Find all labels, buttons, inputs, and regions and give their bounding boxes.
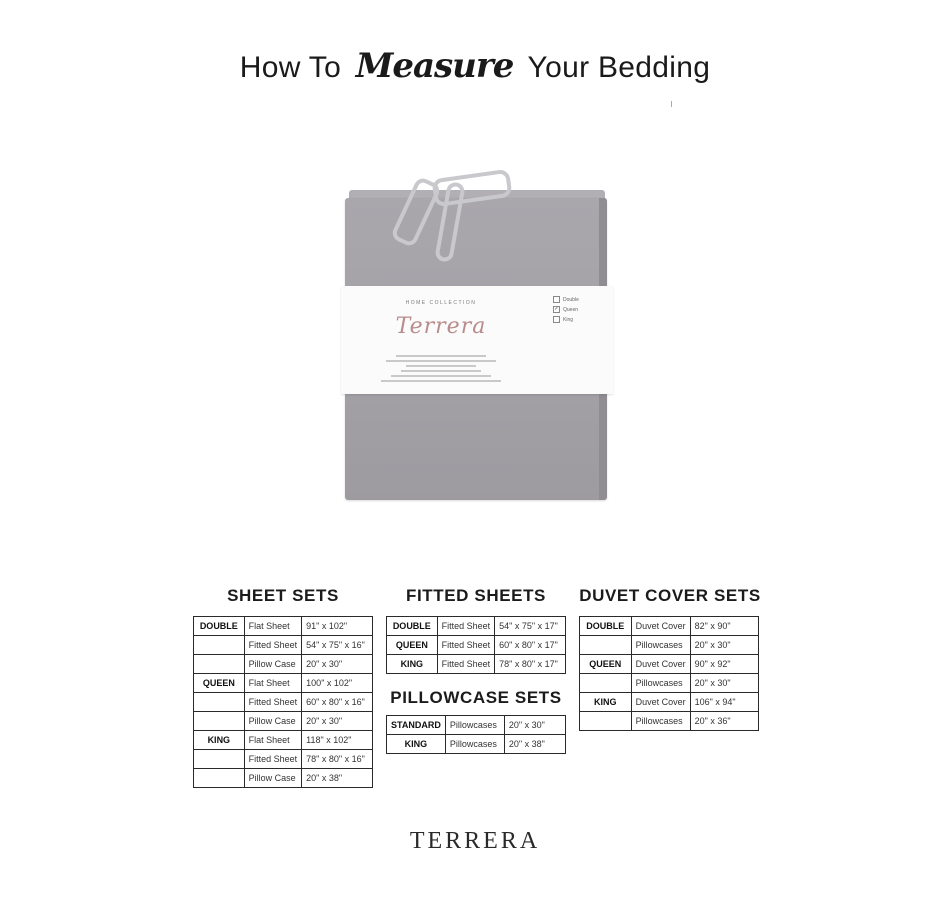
decorative-tick bbox=[671, 101, 672, 107]
duvet-cover-sets-table bbox=[579, 616, 759, 731]
dimensions-cell: 106" x 94" bbox=[690, 693, 758, 712]
size-cell: KING bbox=[580, 693, 632, 712]
size-cell: KING bbox=[387, 655, 438, 674]
item-cell: Pillow Case bbox=[244, 769, 302, 788]
table-row bbox=[387, 617, 566, 636]
size-cell bbox=[580, 674, 632, 693]
table-row bbox=[194, 693, 373, 712]
size-cell: KING bbox=[387, 735, 446, 754]
item-cell: Pillowcases bbox=[445, 716, 504, 735]
item-cell: Duvet Cover bbox=[631, 693, 690, 712]
pillowcase-sets-table bbox=[386, 715, 566, 754]
item-cell: Fitted Sheet bbox=[437, 655, 495, 674]
dimensions-cell: 20" x 30" bbox=[690, 636, 758, 655]
package-sleeve bbox=[341, 286, 613, 394]
size-cell: QUEEN bbox=[387, 636, 438, 655]
table-row bbox=[194, 636, 373, 655]
size-cell bbox=[194, 655, 245, 674]
table-row bbox=[580, 617, 759, 636]
dimensions-cell: 20" x 36" bbox=[690, 712, 758, 731]
fitted-sheets-table bbox=[386, 616, 566, 674]
size-cell: QUEEN bbox=[580, 655, 632, 674]
size-cell bbox=[194, 636, 245, 655]
dimensions-cell: 78" x 80" x 17" bbox=[495, 655, 566, 674]
product-package-image bbox=[345, 180, 607, 502]
table-row bbox=[387, 716, 566, 735]
collection-label: HOME COLLECTION bbox=[405, 300, 477, 306]
item-cell: Flat Sheet bbox=[244, 617, 302, 636]
item-cell: Pillow Case bbox=[244, 712, 302, 731]
size-cell bbox=[194, 769, 245, 788]
item-cell: Fitted Sheet bbox=[244, 750, 302, 769]
size-option: King bbox=[553, 316, 579, 323]
dimensions-cell: 54" x 75" x 16" bbox=[302, 636, 373, 655]
sheet-sets-table bbox=[193, 616, 373, 788]
dimensions-cell: 20" x 30" bbox=[504, 716, 565, 735]
size-option: ✓ Queen bbox=[554, 306, 579, 313]
fitted-sheets-title: FITTED SHEETS bbox=[405, 586, 547, 605]
table-row bbox=[194, 655, 373, 674]
item-cell: Pillowcases bbox=[445, 735, 504, 754]
size-cell: DOUBLE bbox=[194, 617, 245, 636]
item-cell: Pillowcases bbox=[631, 674, 690, 693]
dimensions-cell: 54" x 75" x 17" bbox=[495, 617, 566, 636]
dimensions-cell: 91" x 102" bbox=[302, 617, 373, 636]
item-cell: Fitted Sheet bbox=[437, 617, 495, 636]
dimensions-cell: 78" x 80" x 16" bbox=[302, 750, 373, 769]
dimensions-cell: 20" x 30" bbox=[302, 655, 373, 674]
size-cell: KING bbox=[194, 731, 245, 750]
item-cell: Pillowcases bbox=[631, 712, 690, 731]
size-cell: QUEEN bbox=[194, 674, 245, 693]
item-cell: Fitted Sheet bbox=[244, 636, 302, 655]
title-script-word: Measure bbox=[355, 46, 514, 86]
size-cell: DOUBLE bbox=[580, 617, 632, 636]
table-row bbox=[387, 735, 566, 754]
size-cell bbox=[580, 712, 632, 731]
table-row bbox=[194, 674, 373, 693]
duvet-cover-sets-title: DUVET COVER SETS bbox=[579, 586, 761, 605]
item-cell: Duvet Cover bbox=[631, 655, 690, 674]
size-option: Double bbox=[553, 296, 579, 303]
package-fine-print bbox=[381, 352, 501, 382]
checkbox-icon bbox=[553, 316, 560, 323]
title-prefix: How To bbox=[239, 51, 342, 84]
size-cell bbox=[194, 750, 245, 769]
package-brand-logo: Terrera bbox=[395, 314, 487, 339]
table-row bbox=[194, 712, 373, 731]
item-cell: Fitted Sheet bbox=[437, 636, 495, 655]
checkmark-icon: ✓ bbox=[554, 306, 559, 312]
table-row bbox=[387, 655, 566, 674]
page-title bbox=[0, 46, 950, 86]
dimensions-cell: 20" x 38" bbox=[504, 735, 565, 754]
table-row bbox=[580, 674, 759, 693]
table-row bbox=[580, 655, 759, 674]
item-cell: Flat Sheet bbox=[244, 731, 302, 750]
table-row bbox=[580, 712, 759, 731]
pillowcase-sets-title: PILLOWCASE SETS bbox=[390, 688, 562, 707]
size-cell: DOUBLE bbox=[387, 617, 438, 636]
table-row bbox=[194, 750, 373, 769]
table-row bbox=[580, 693, 759, 712]
table-row bbox=[194, 731, 373, 750]
dimensions-cell: 20" x 30" bbox=[690, 674, 758, 693]
table-row bbox=[194, 617, 373, 636]
item-cell: Pillow Case bbox=[244, 655, 302, 674]
dimensions-cell: 60" x 80" x 17" bbox=[495, 636, 566, 655]
table-row bbox=[194, 769, 373, 788]
size-cell: STANDARD bbox=[387, 716, 446, 735]
item-cell: Duvet Cover bbox=[631, 617, 690, 636]
size-cell bbox=[194, 693, 245, 712]
size-cell bbox=[194, 712, 245, 731]
item-cell: Flat Sheet bbox=[244, 674, 302, 693]
sheet-sets-title: SHEET SETS bbox=[227, 586, 339, 605]
size-checklist bbox=[553, 296, 579, 326]
item-cell: Pillowcases bbox=[631, 636, 690, 655]
dimensions-cell: 20" x 30" bbox=[302, 712, 373, 731]
dimensions-cell: 82" x 90" bbox=[690, 617, 758, 636]
dimensions-cell: 118" x 102" bbox=[302, 731, 373, 750]
checkbox-icon bbox=[553, 296, 560, 303]
dimensions-cell: 20" x 38" bbox=[302, 769, 373, 788]
table-row bbox=[580, 636, 759, 655]
size-cell bbox=[580, 636, 632, 655]
item-cell: Fitted Sheet bbox=[244, 693, 302, 712]
table-row bbox=[387, 636, 566, 655]
title-suffix: Your Bedding bbox=[527, 51, 711, 84]
brand-logo: TERRERA bbox=[409, 828, 541, 854]
dimensions-cell: 90" x 92" bbox=[690, 655, 758, 674]
dimensions-cell: 60" x 80" x 16" bbox=[302, 693, 373, 712]
dimensions-cell: 100" x 102" bbox=[302, 674, 373, 693]
